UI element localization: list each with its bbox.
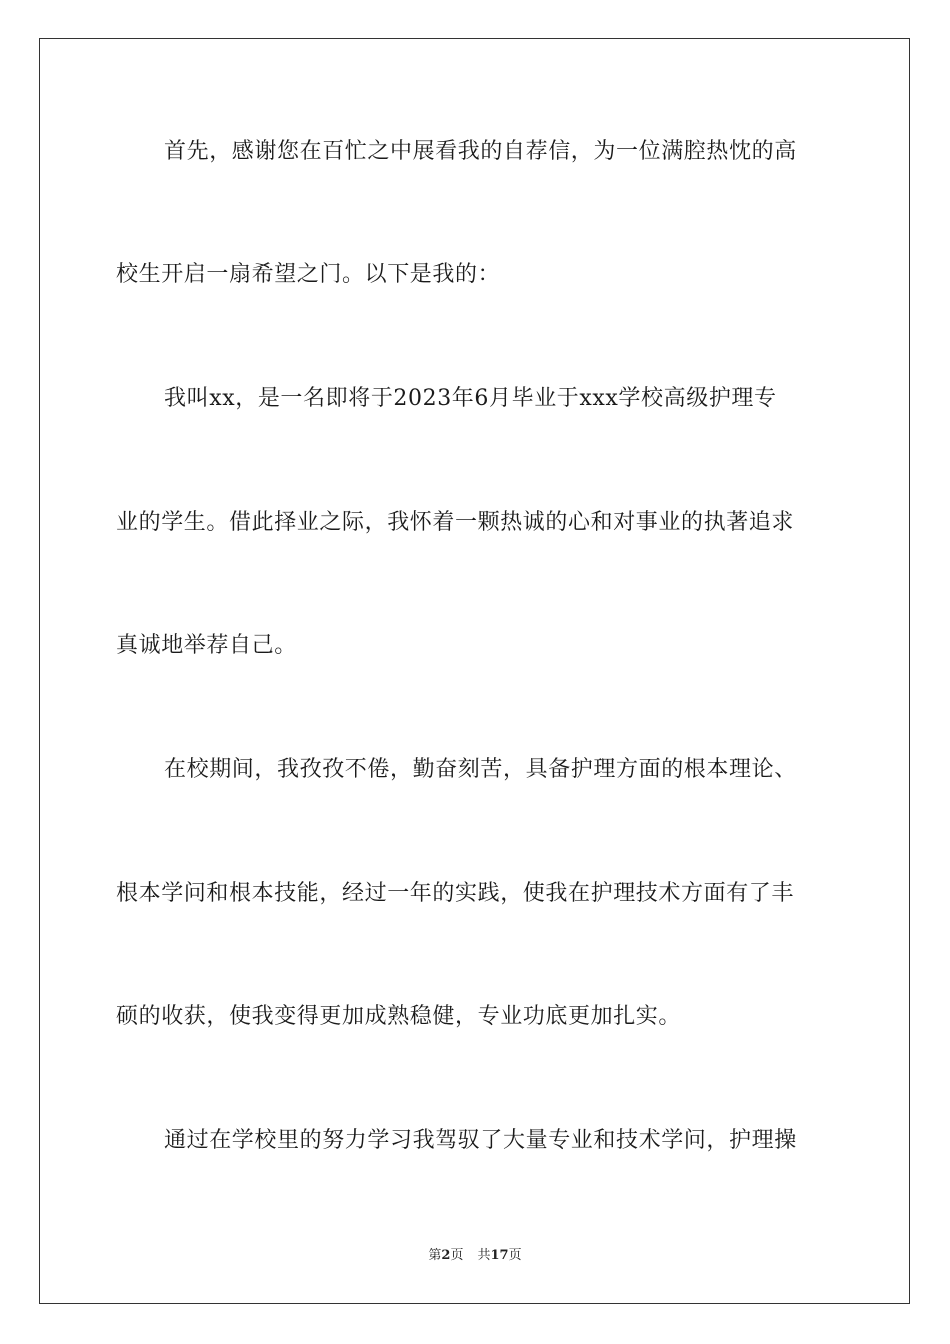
footer-page-number: 2 [441,1248,451,1263]
paragraph-2-line-3: 真诚地举荐自己。 [116,633,297,658]
footer-page-suffix: 页 [450,1248,464,1263]
paragraph-1-line-1: 首先，感谢您在百忙之中展看我的自荐信，为一位满腔热忱的高 [164,139,797,164]
paragraph-4-line-1: 通过在学校里的努力学习我驾驭了大量专业和技术学问，护理操 [164,1128,797,1153]
page-border [39,38,910,1304]
footer-total-number: 17 [490,1248,509,1263]
paragraph-1-line-2: 校生开启一扇希望之门。以下是我的： [116,262,501,287]
paragraph-2-line-1: 我叫xx，是一名即将于2023年6月毕业于xxx学校高级护理专 [164,386,777,411]
footer-total-prefix: 共 [477,1248,491,1263]
paragraph-2-line-2: 业的学生。借此择业之际，我怀着一颗热诚的心和对事业的执著追求 [116,510,795,535]
paragraph-3-line-3: 硕的收获，使我变得更加成熟稳健，专业功底更加扎实。 [116,1004,682,1029]
paragraph-3-line-2: 根本学问和根本技能，经过一年的实践，使我在护理技术方面有了丰 [116,881,795,906]
page-footer [0,1247,950,1265]
footer-page-prefix: 第 [428,1248,442,1263]
footer-total-suffix: 页 [508,1248,522,1263]
paragraph-3-line-1: 在校期间，我孜孜不倦，勤奋刻苦，具备护理方面的根本理论、 [164,757,797,782]
